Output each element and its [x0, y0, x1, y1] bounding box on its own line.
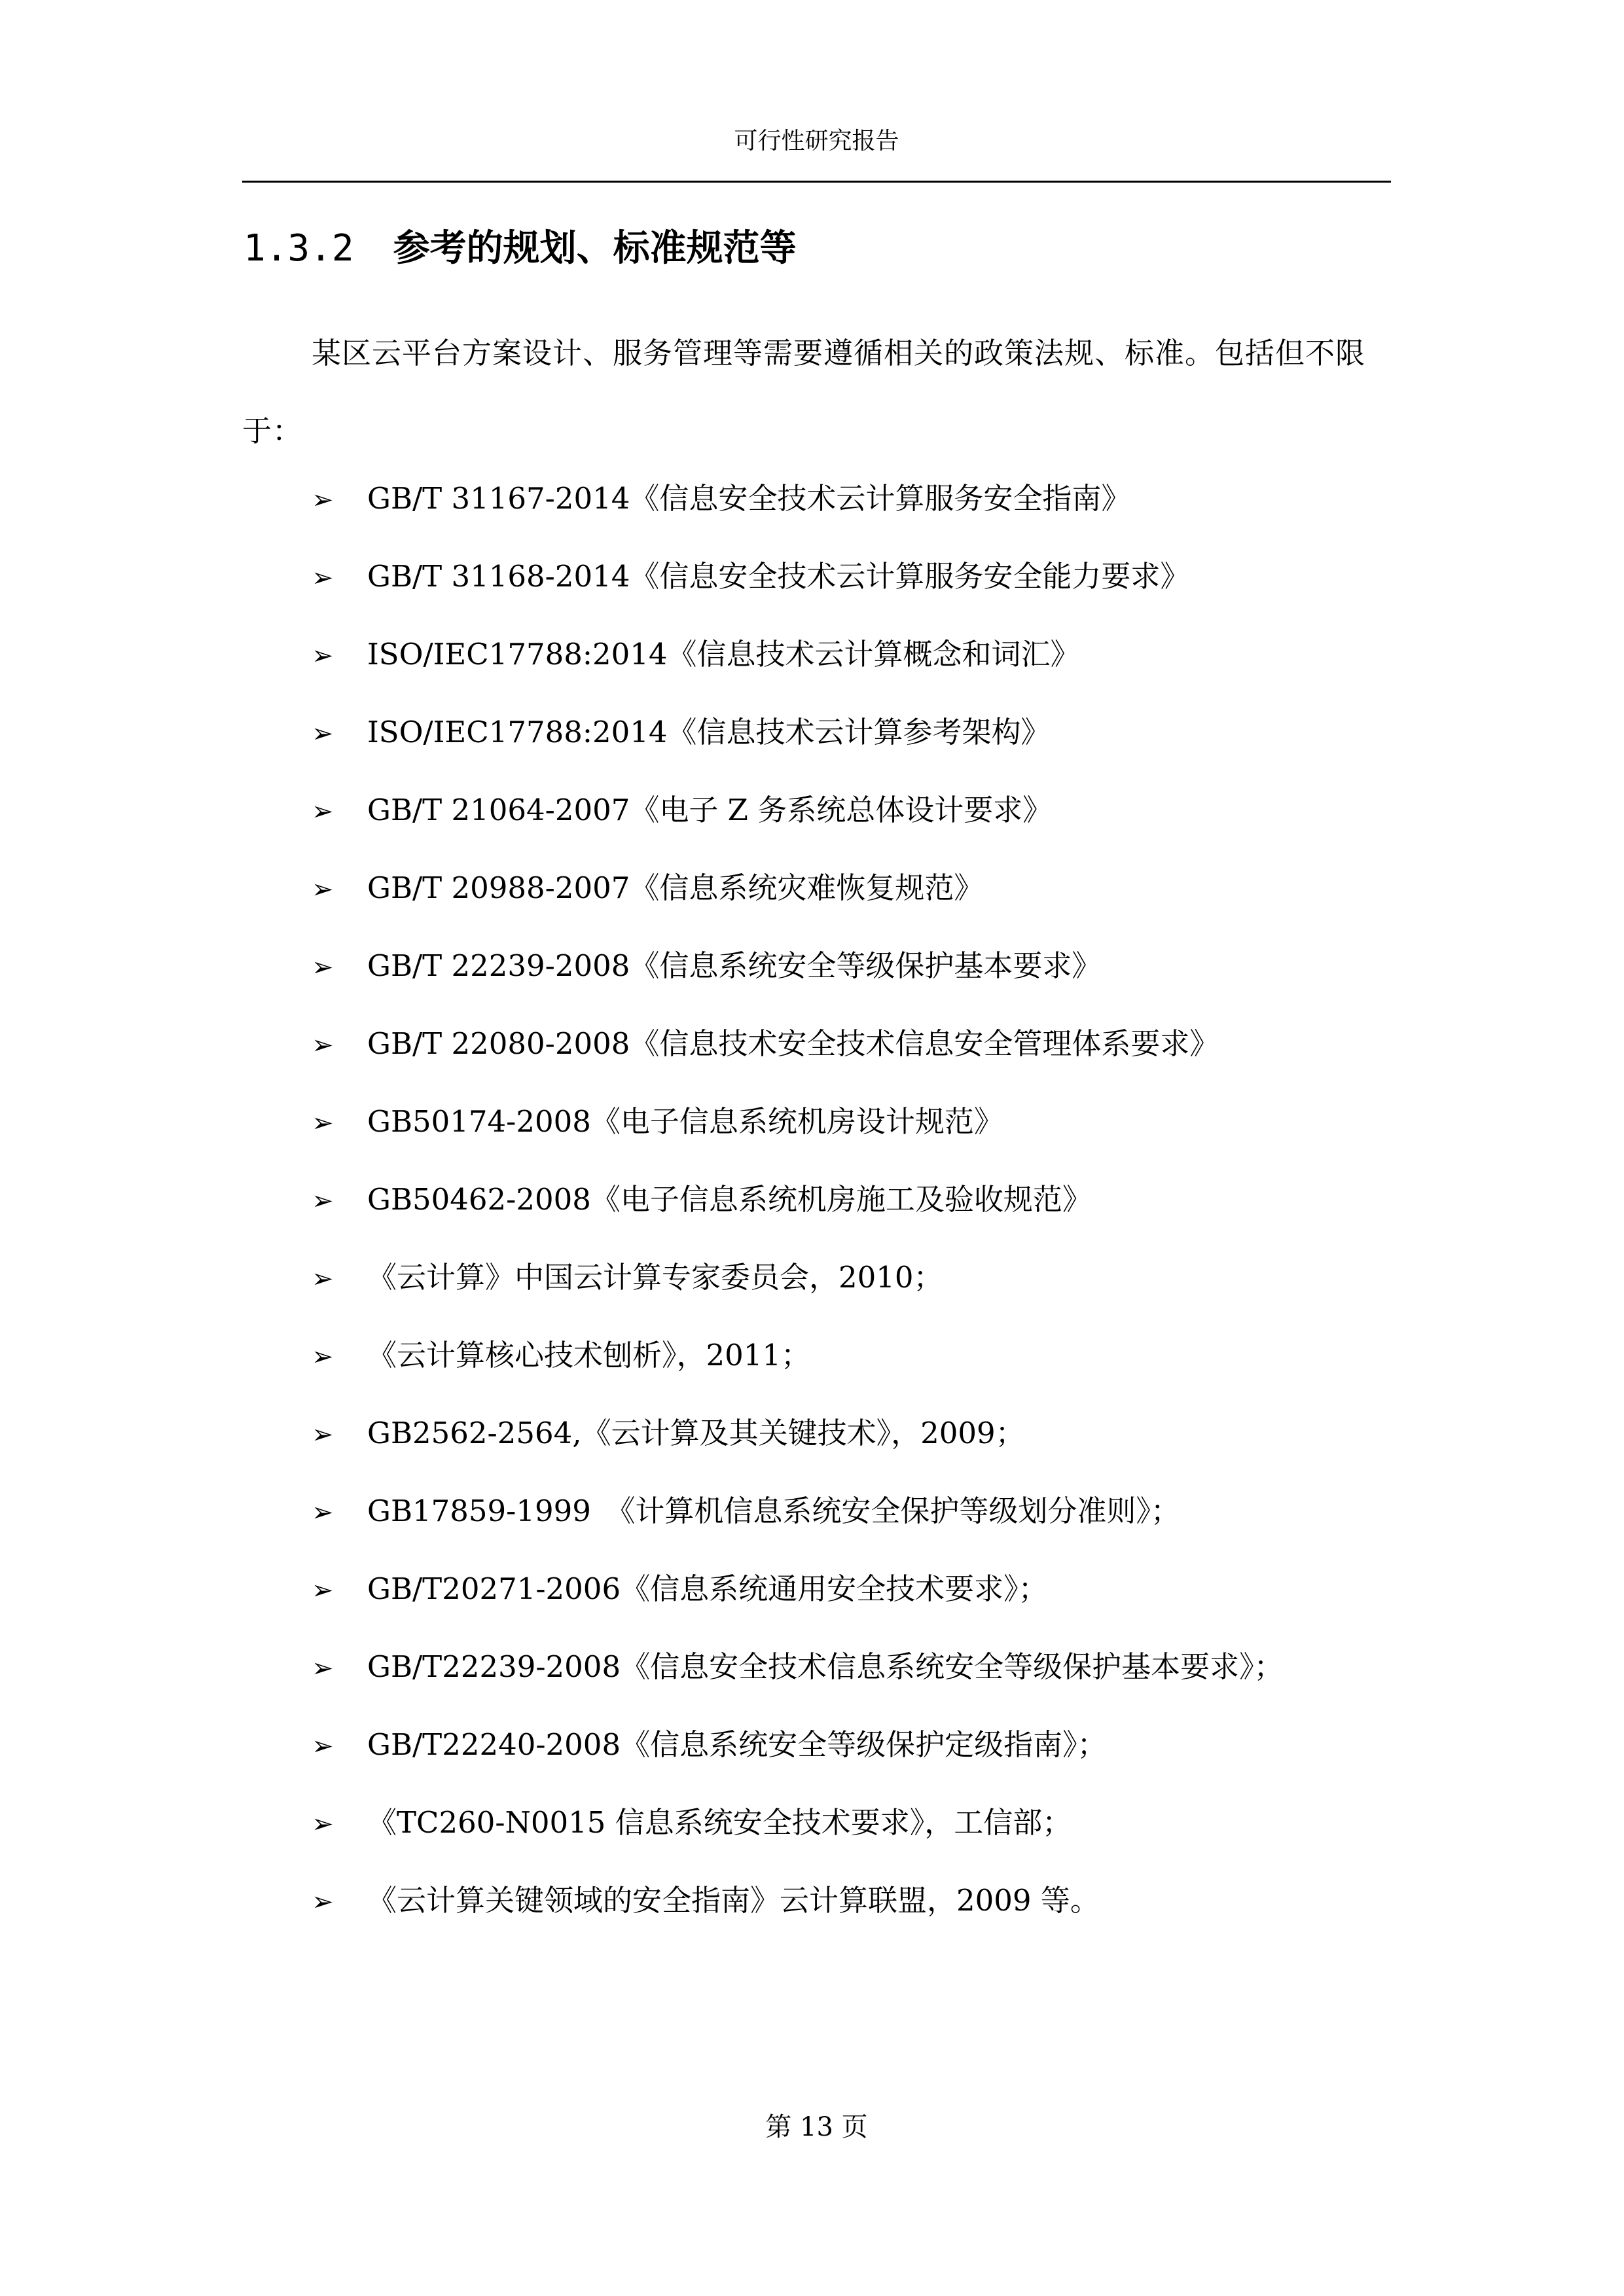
reference-text: ISO/IEC17788:2014《信息技术云计算参考架构》	[367, 715, 1051, 749]
reference-text: 《云计算》中国云计算专家委员会，2010；	[367, 1260, 943, 1295]
section-heading	[244, 223, 797, 275]
reference-text: GB/T 22080-2008《信息技术安全技术信息安全管理体系要求》	[367, 1026, 1219, 1061]
arrow-bullet-icon: ➢	[312, 641, 334, 671]
arrow-bullet-icon: ➢	[312, 1030, 334, 1060]
reference-text: 《云计算关键领域的安全指南》云计算联盟，2009 等。	[367, 1883, 1100, 1918]
list-item	[312, 1329, 1391, 1382]
list-item	[312, 940, 1391, 992]
arrow-bullet-icon: ➢	[312, 1809, 334, 1839]
page-number: 第 13 页	[765, 2112, 868, 2142]
arrow-bullet-icon: ➢	[312, 952, 334, 982]
list-item	[312, 1251, 1391, 1304]
list-item	[312, 1018, 1391, 1070]
arrow-bullet-icon: ➢	[312, 1342, 334, 1372]
intro-paragraph: 某区云平台方案设计、服务管理等需要遵循相关的政策法规、标准。包括但不限于：	[242, 336, 1366, 448]
reference-text: GB2562-2564,《云计算及其关键技术》，2009；	[367, 1416, 1025, 1450]
list-item	[312, 550, 1391, 603]
arrow-bullet-icon: ➢	[312, 874, 334, 905]
arrow-bullet-icon: ➢	[312, 485, 334, 515]
list-item	[312, 1874, 1391, 1927]
reference-text: GB50462-2008《电子信息系统机房施工及验收规范》	[367, 1182, 1092, 1217]
section-number: 1.3.2	[244, 227, 354, 270]
list-item	[312, 1174, 1391, 1226]
arrow-bullet-icon: ➢	[312, 1887, 334, 1917]
arrow-bullet-icon: ➢	[312, 1498, 334, 1528]
list-item	[312, 784, 1391, 836]
arrow-bullet-icon: ➢	[312, 1186, 334, 1216]
header-divider	[242, 181, 1391, 183]
arrow-bullet-icon: ➢	[312, 1420, 334, 1450]
page-header: 可行性研究报告	[734, 128, 899, 154]
list-item	[312, 628, 1391, 681]
list-item	[312, 1563, 1391, 1615]
arrow-bullet-icon: ➢	[312, 1575, 334, 1605]
reference-text: GB/T 31167-2014《信息安全技术云计算服务安全指南》	[367, 481, 1131, 516]
list-item	[312, 1719, 1391, 1771]
reference-text: 《TC260-N0015 信息系统安全技术要求》，工信部；	[367, 1805, 1072, 1840]
list-item	[312, 1407, 1391, 1460]
arrow-bullet-icon: ➢	[312, 1108, 334, 1138]
list-item	[312, 1641, 1391, 1693]
arrow-bullet-icon: ➢	[312, 1653, 334, 1683]
reference-text: GB/T20271-2006《信息系统通用安全技术要求》；	[367, 1571, 1048, 1606]
arrow-bullet-icon: ➢	[312, 1264, 334, 1294]
reference-text: ISO/IEC17788:2014《信息技术云计算概念和词汇》	[367, 637, 1080, 672]
reference-text: GB/T 21064-2007《电子 Z 务系统总体设计要求》	[367, 793, 1053, 827]
list-item	[312, 862, 1391, 914]
arrow-bullet-icon: ➢	[312, 1731, 334, 1761]
reference-text: GB/T22239-2008《信息安全技术信息系统安全等级保护基本要求》；	[367, 1649, 1284, 1684]
arrow-bullet-icon: ➢	[312, 563, 334, 593]
arrow-bullet-icon: ➢	[312, 797, 334, 827]
list-item	[312, 1096, 1391, 1148]
reference-text: GB/T22240-2008《信息系统安全等级保护定级指南》；	[367, 1727, 1107, 1762]
reference-text: 《云计算核心技术刨析》，2011；	[367, 1338, 811, 1372]
reference-text: GB/T 20988-2007《信息系统灾难恢复规范》	[367, 870, 984, 905]
list-item	[312, 1797, 1391, 1849]
reference-text: GB/T 22239-2008《信息系统安全等级保护基本要求》	[367, 948, 1102, 983]
reference-text: GB17859-1999 《计算机信息系统安全保护等级划分准则》；	[367, 1494, 1180, 1528]
list-item	[312, 1485, 1391, 1537]
section-title: 参考的规划、标准规范等	[393, 227, 797, 270]
arrow-bullet-icon: ➢	[312, 719, 334, 749]
reference-text: GB50174-2008《电子信息系统机房设计规范》	[367, 1104, 1003, 1139]
reference-text: GB/T 31168-2014《信息安全技术云计算服务安全能力要求》	[367, 559, 1190, 594]
list-item	[312, 706, 1391, 759]
list-item	[312, 473, 1391, 525]
